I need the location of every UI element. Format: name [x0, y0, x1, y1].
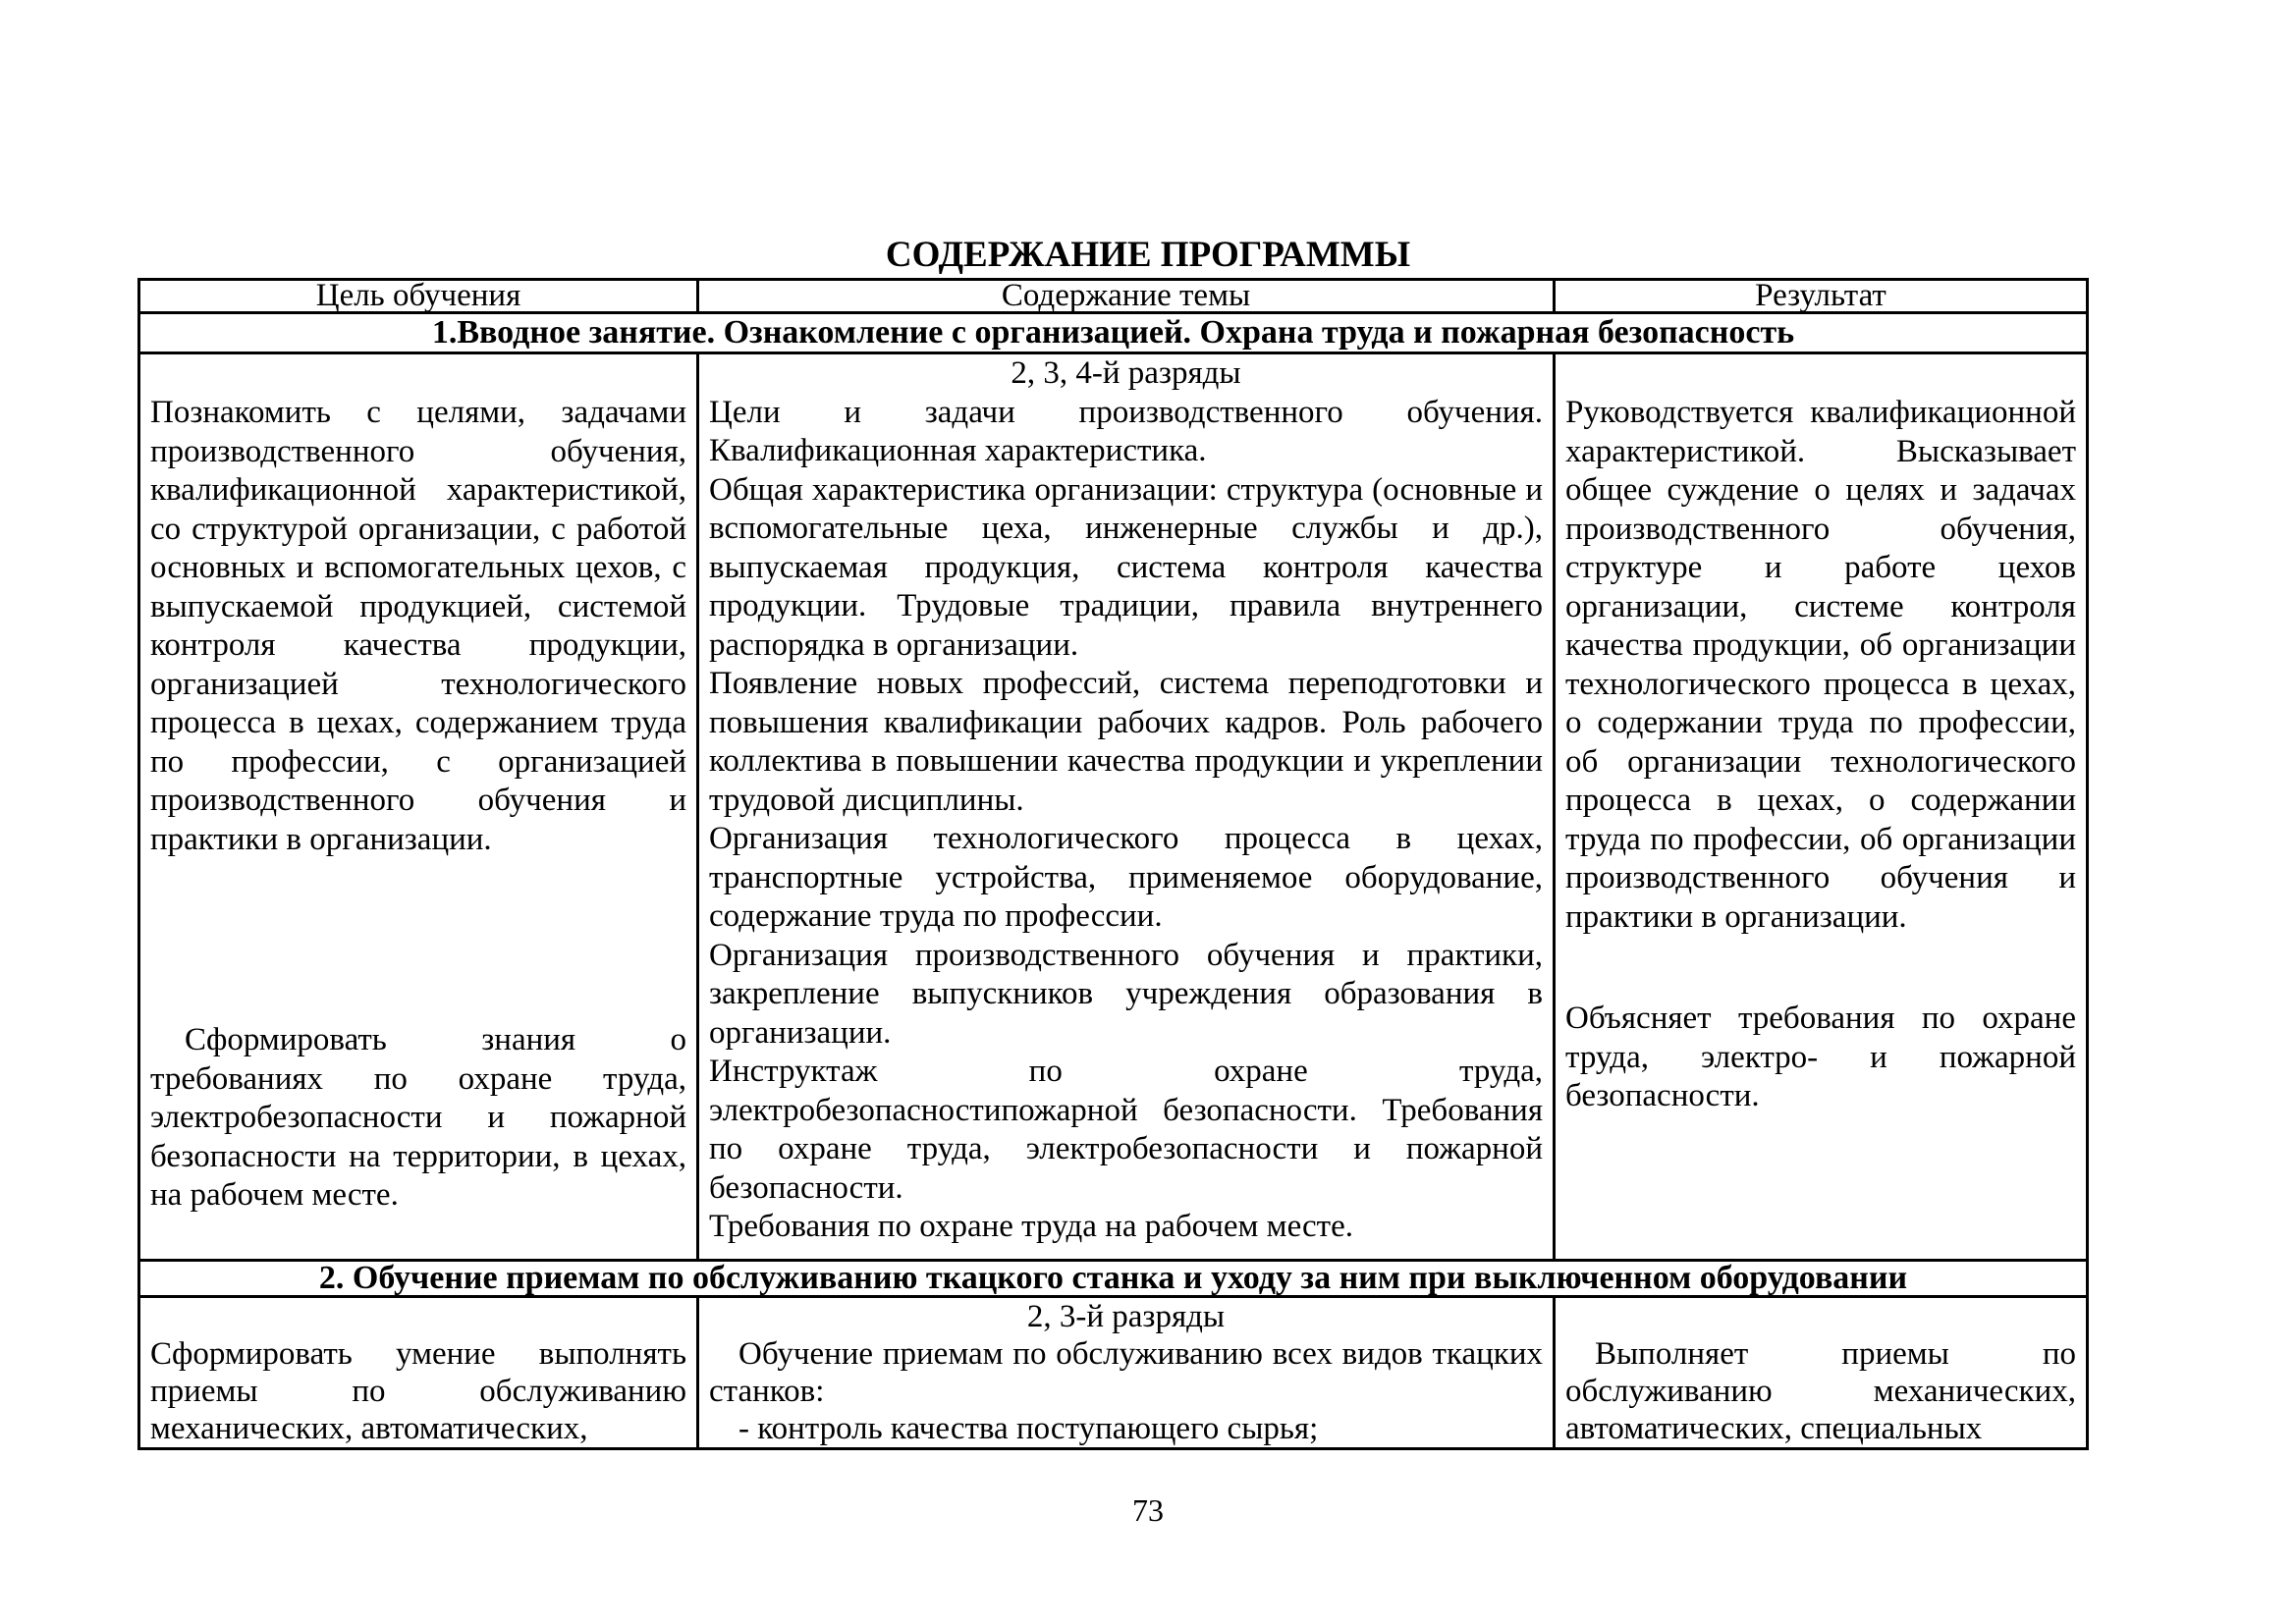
grade-label: 2, 3-й разряды [1026, 1299, 1226, 1334]
grade-label: 2, 3, 4-й разряды [1011, 355, 1241, 391]
section-2-result-cell [1556, 1298, 2086, 1447]
content-paragraph: Обучение приемам по обслуживанию всех видов ткацких станков: [709, 1336, 1543, 1409]
content-paragraph: Цели и задачи производственного обучения. Квалификационная характеристика. [709, 394, 1543, 468]
page-number: 73 [1132, 1492, 1164, 1528]
content-paragraph: - контроль качества поступающего сырья; [738, 1411, 1319, 1446]
column-header-content: Содержание темы [699, 281, 1556, 314]
section-1-content-cell [699, 354, 1556, 1262]
content-paragraph: Общая характеристика организации: структура (основные и вспомогательные цеха, инженерные службы и др.), выпускаемая продукция, система контроля качества продукции. Трудовые традиции, правила внутреннего распорядка в организации. [709, 471, 1543, 663]
content-paragraph: Организация производственного обучения и практики, закрепление выпускников учреждения образования в организации. [709, 937, 1543, 1051]
result-paragraph: Выполняет приемы по обслуживанию механических, автоматических, специальных [1565, 1336, 2076, 1446]
goal-paragraph: Сформировать знания о требованиях по охране труда, электробезопасности и пожарной безопасности на территории, в цехах, на рабочем месте. [150, 1022, 686, 1213]
section-2-content-cell [699, 1298, 1556, 1447]
section-1-goal-cell [140, 354, 699, 1262]
program-content-table [137, 278, 2089, 1450]
section-2-goal-cell [140, 1298, 699, 1447]
section-1-result-cell [1556, 354, 2086, 1262]
goal-paragraph: Познакомить с целями, задачами производственного обучения, квалификационной характеристикой, со структурой организации, с работой основных и вспомогательных цехов, с выпускаемой продукцией, системой контроля качества продукции, организацией технологического процесса в цехах, содержанием труда по профессии, с организацией производственного обучения и практики в организации. [150, 395, 686, 857]
goal-paragraph: Сформировать умение выполнять приемы по обслуживанию механических, автоматических, [150, 1336, 686, 1446]
content-paragraph: Требования по охране труда на рабочем месте. [709, 1209, 1354, 1244]
section-1-heading: 1.Вводное занятие. Ознакомление с организацией. Охрана труда и пожарная безопасность [140, 314, 2086, 354]
page-title: СОДЕРЖАНИЕ ПРОГРАММЫ [885, 235, 1411, 275]
result-paragraph: Руководствуется квалификационной характеристикой. Высказывает общее суждение о целях и задачах производственного обучения, структуре и работе цехов организации, системе контроля качества продукции, об организации технологического процесса в цехах, о содержании труда по профессии, об организации технологического процесса в цехах, о содержании труда по профессии, об организации производственного обучения и практики в организации. [1565, 395, 2076, 935]
section-2-heading: 2. Обучение приемам по обслуживанию ткацкого станка и уходу за ним при выключенном оборудовании [140, 1262, 2086, 1298]
content-paragraph: Появление новых профессий, система переподготовки и повышения квалификации рабочих кадров. Роль рабочего коллектива в повышении качества продукции и укреплении трудовой дисциплины. [709, 666, 1543, 818]
content-paragraph: Организация технологического процесса в цехах, транспортные устройства, применяемое оборудование, содержание труда по профессии. [709, 821, 1543, 934]
result-paragraph: Объясняет требования по охране труда, электро- и пожарной безопасности. [1565, 1001, 2076, 1113]
column-header-goal: Цель обучения [140, 281, 699, 314]
content-paragraph: Инструктаж по охране труда, электробезопасностипожарной безопасности. Требования по охране труда, электробезопасности и пожарной безопасности. [709, 1054, 1543, 1206]
column-header-result: Результат [1556, 281, 2086, 314]
